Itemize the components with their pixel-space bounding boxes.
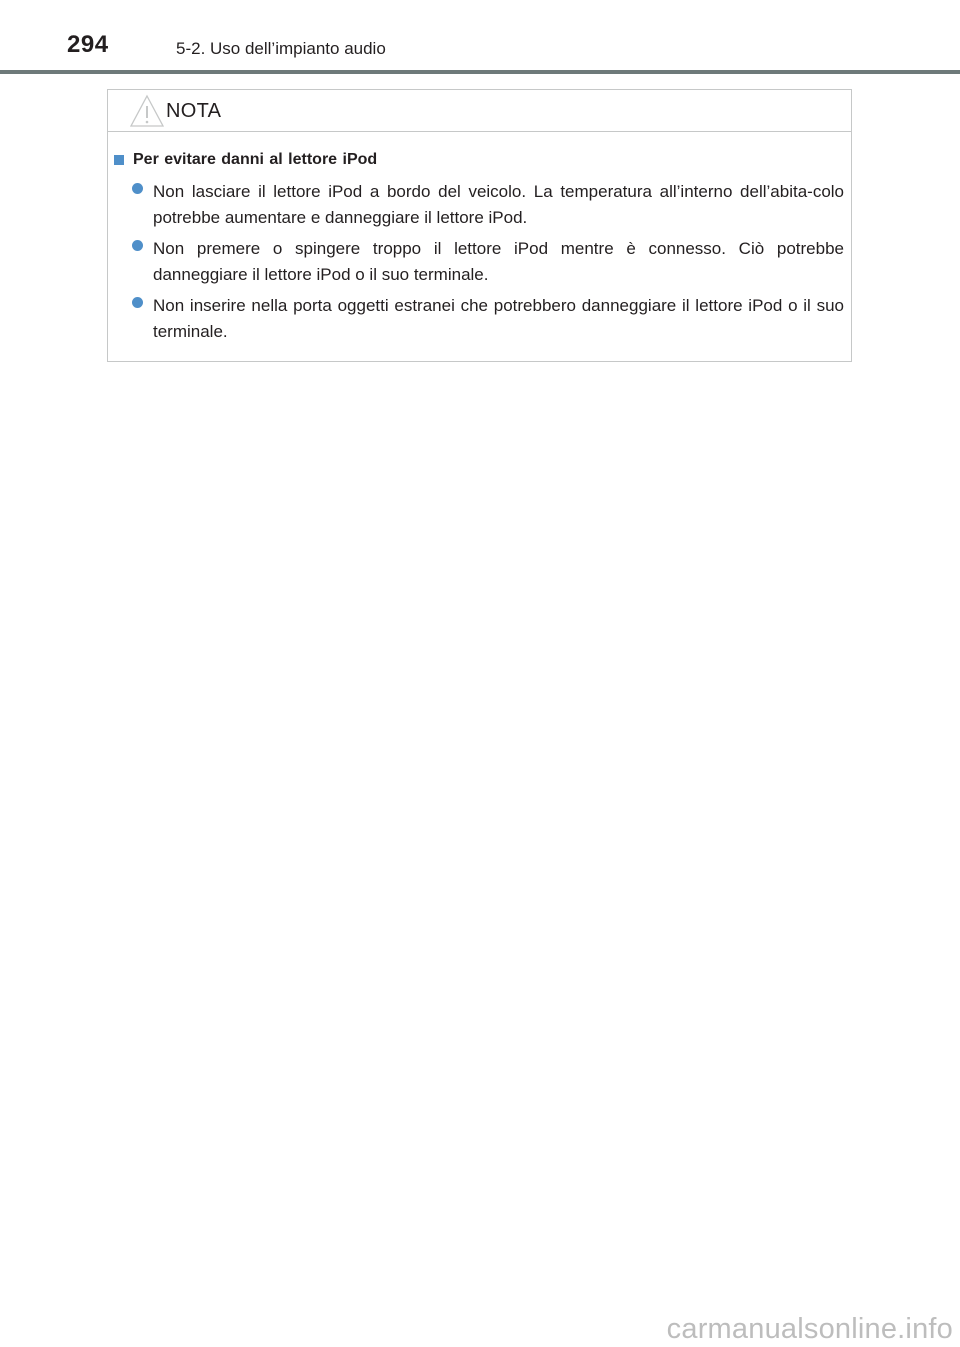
page-header <box>0 0 960 78</box>
circle-bullet-icon <box>132 297 143 308</box>
page-number: 294 <box>67 31 109 58</box>
list-item <box>132 179 844 231</box>
list-item-text: Non premere o spingere troppo il lettore iPod mentre è connesso. Ciò potrebbe danneggiare il lettore iPod o il suo terminale. <box>153 239 844 284</box>
notice-subheading <box>114 150 377 170</box>
header-rule <box>0 70 960 74</box>
notice-box <box>107 89 852 362</box>
watermark: carmanualsonline.info <box>666 1313 953 1345</box>
list-item-text: Non inserire nella porta oggetti estranei che potrebbero danneggiare il lettore iPod o il suo terminale. <box>153 296 844 341</box>
list-item <box>132 236 844 288</box>
warning-triangle-icon <box>129 94 165 128</box>
list-item <box>132 293 844 345</box>
list-item-text: Non lasciare il lettore iPod a bordo del veicolo. La temperatura all’interno dell’abita-colo potrebbe aumentare e danneggiare il lettore iPod. <box>153 182 844 227</box>
circle-bullet-icon <box>132 183 143 194</box>
square-bullet-icon <box>114 155 124 165</box>
notice-header <box>108 90 851 132</box>
notice-title: NOTA <box>166 100 222 122</box>
subheading-text: Per evitare danni al lettore iPod <box>133 151 378 168</box>
circle-bullet-icon <box>132 240 143 251</box>
section-title: 5-2. Uso dell’impianto audio <box>176 39 386 58</box>
